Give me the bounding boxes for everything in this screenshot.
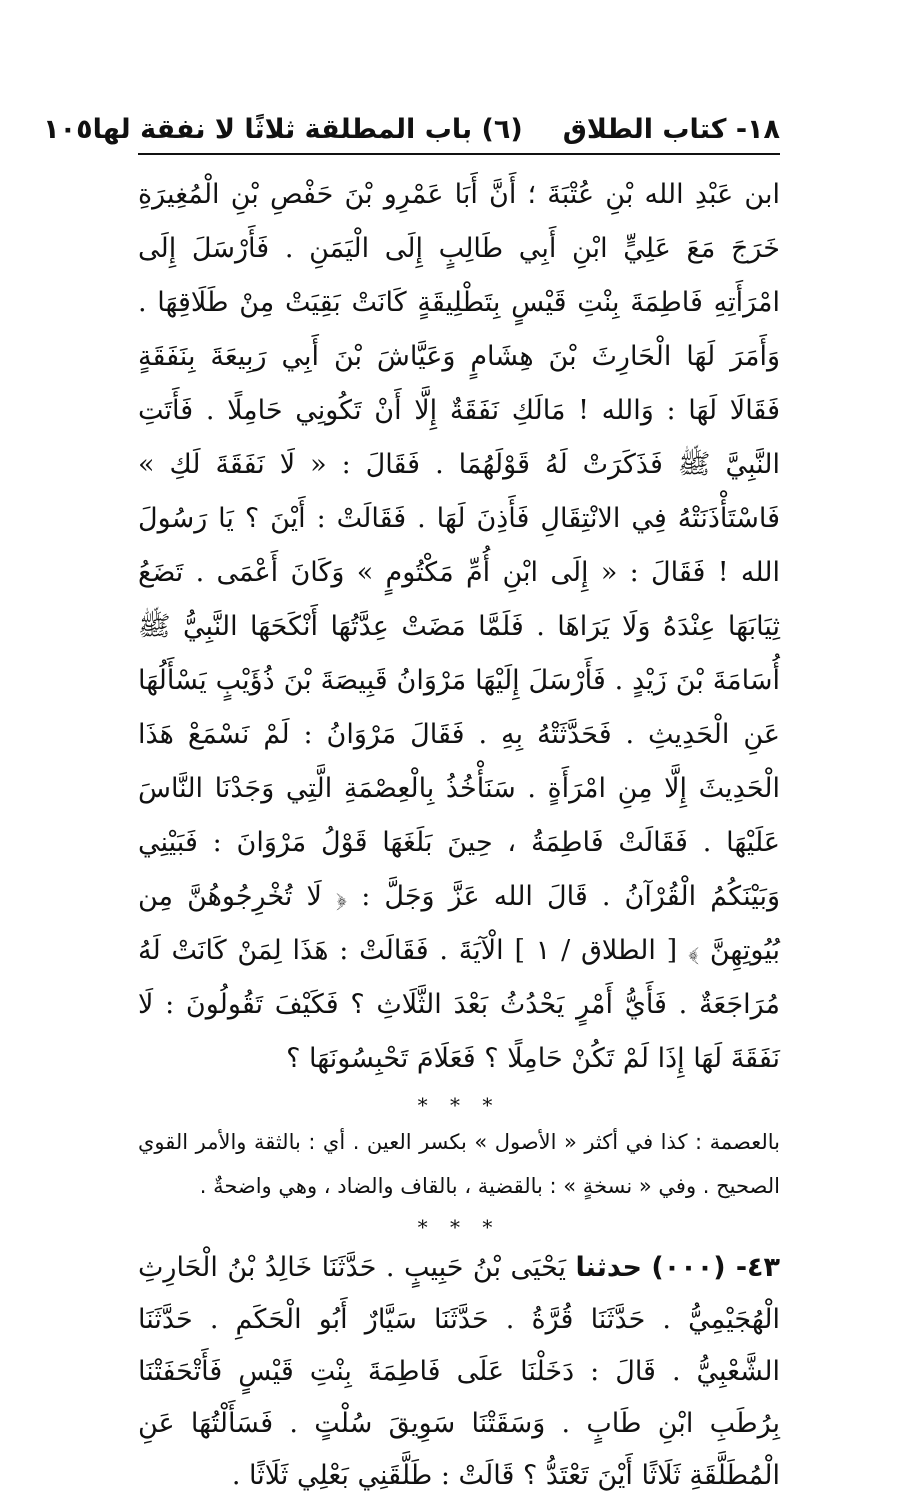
footnote-text: بالعصمة : كذا في أكثر « الأصول » بكسر العين . أي : بالثقة والأمر القوي الصحيح . وفي « نسخةٍ » : بالقضية ، بالقاف والضاد ، وهي واضحةٌ .: [138, 1130, 780, 1198]
page-header: [43, 104, 780, 154]
page-number: ١٠٥: [43, 113, 93, 145]
book-title: ١٨- كتاب الطلاق: [562, 113, 780, 145]
hadith-text: يَحْيَى بْنُ حَبِيبٍ . حَدَّثَنَا خَالِدُ بْنُ الْحَارِثِ الْهُجَيْمِيُّ . حَدَّثَنَا قُرَّةُ . حَدَّثَنَا سَيَّارٌ أَبُو الْحَكَمِ . حَدَّثَنَا الشَّعْبِيُّ . قَالَ : دَخَلْنَا عَلَى فَاطِمَةَ بِنْتِ قَيْسٍ فَأَتْحَفَتْنَا بِرُطَبِ ابْنِ طَابٍ . وَسَقَتْنَا سَوِيقَ سُلْتٍ . فَسَأَلْتُهَا عَنِ الْمُطَلَّقَةِ ثَلَاثًا أَيْنَ تَعْتَدُّ ؟ قَالَتْ : طَلَّقَنِي بَعْلِي ثَلَاثًا .: [138, 1252, 780, 1491]
hadith-paragraph: [138, 1242, 780, 1502]
footnote: [138, 1120, 780, 1208]
page-content: [138, 168, 780, 1502]
hadith-keyword: حدثنا: [575, 1252, 642, 1283]
section-separator: * * *: [417, 1215, 501, 1239]
main-paragraph: ابن عَبْدِ الله بْنِ عُتْبَةَ ؛ أَنَّ أَبَا عَمْرِو بْنَ حَفْصِ بْنِ الْمُغِيرَةِ خَرَجَ مَعَ عَلِيٍّ ابْنِ أَبِي طَالِبٍ إِلَى الْيَمَنِ . فَأَرْسَلَ إِلَى امْرَأَتِهِ فَاطِمَةَ بِنْتِ قَيْسٍ بِتَطْلِيقَةٍ كَانَتْ بَقِيَتْ مِنْ طَلَاقِهَا . وَأَمَرَ لَهَا الْحَارِثَ بْنَ هِشَامٍ وَعَيَّاشَ بْنَ أَبِي رَبِيعَةَ بِنَفَقَةٍ فَقَالَا لَهَا : وَالله ! مَالَكِ نَفَقَةٌ إِلَّا أَنْ تَكُونِي حَامِلًا . فَأَتَتِ النَّبِيَّ ﷺ فَذَكَرَتْ لَهُ قَوْلَهُمَا . فَقَالَ : « لَا نَفَقَةَ لَكِ » فَاسْتَأْذَنَتْهُ فِي الانْتِقَالِ فَأَذِنَ لَهَا . فَقَالَتْ : أَيْنَ ؟ يَا رَسُولَ الله ! فَقَالَ : « إِلَى ابْنِ أُمِّ مَكْتُومٍ » وَكَانَ أَعْمَى . تَضَعُ ثِيَابَهَا عِنْدَهُ وَلَا يَرَاهَا . فَلَمَّا مَضَتْ عِدَّتُهَا أَنْكَحَهَا النَّبِيُّ ﷺ أُسَامَةَ بْنَ زَيْدٍ . فَأَرْسَلَ إِلَيْهَا مَرْوَانُ قَبِيصَةَ بْنَ ذُؤَيْبٍ يَسْأَلُهَا عَنِ الْحَدِيثِ . فَحَدَّثَتْهُ بِهِ . فَقَالَ مَرْوَانُ : لَمْ نَسْمَعْ هَذَا الْحَدِيثَ إِلَّا مِنِ امْرَأَةٍ . سَنَأْخُذُ بِالْعِصْمَةِ الَّتِي وَجَدْنَا النَّاسَ عَلَيْهَا . فَقَالَتْ فَاطِمَةُ ، حِينَ بَلَغَهَا قَوْلُ مَرْوَانَ : فَبَيْنِي وَبَيْنَكُمُ الْقُرْآنُ . قَالَ الله عَزَّ وَجَلَّ : ﴿ لَا تُخْرِجُوهُنَّ مِن بُيُوتِهِنَّ ﴾ [ الطلاق / ١ ] الْآيَةَ . فَقَالَتْ : هَذَا لِمَنْ كَانَتْ لَهُ مُرَاجَعَةٌ . فَأَيُّ أَمْرٍ يَحْدُثُ بَعْدَ الثَّلَاثِ ؟ فَكَيْفَ تَقُولُونَ : لَا نَفَقَةَ لَهَا إِذَا لَمْ تَكُنْ حَامِلًا ؟ فَعَلَامَ تَحْبِسُونَهَا ؟: [138, 179, 780, 1074]
chapter-title: (٦) باب المطلقة ثلاثًا لا نفقة لها: [92, 113, 523, 145]
main-text: [138, 168, 780, 1086]
hadith-entry: [138, 1242, 780, 1502]
hadith-number: ٤٣- (٠٠٠): [651, 1252, 780, 1283]
header-rule: [138, 153, 780, 155]
section-separator: * * *: [417, 1093, 501, 1117]
